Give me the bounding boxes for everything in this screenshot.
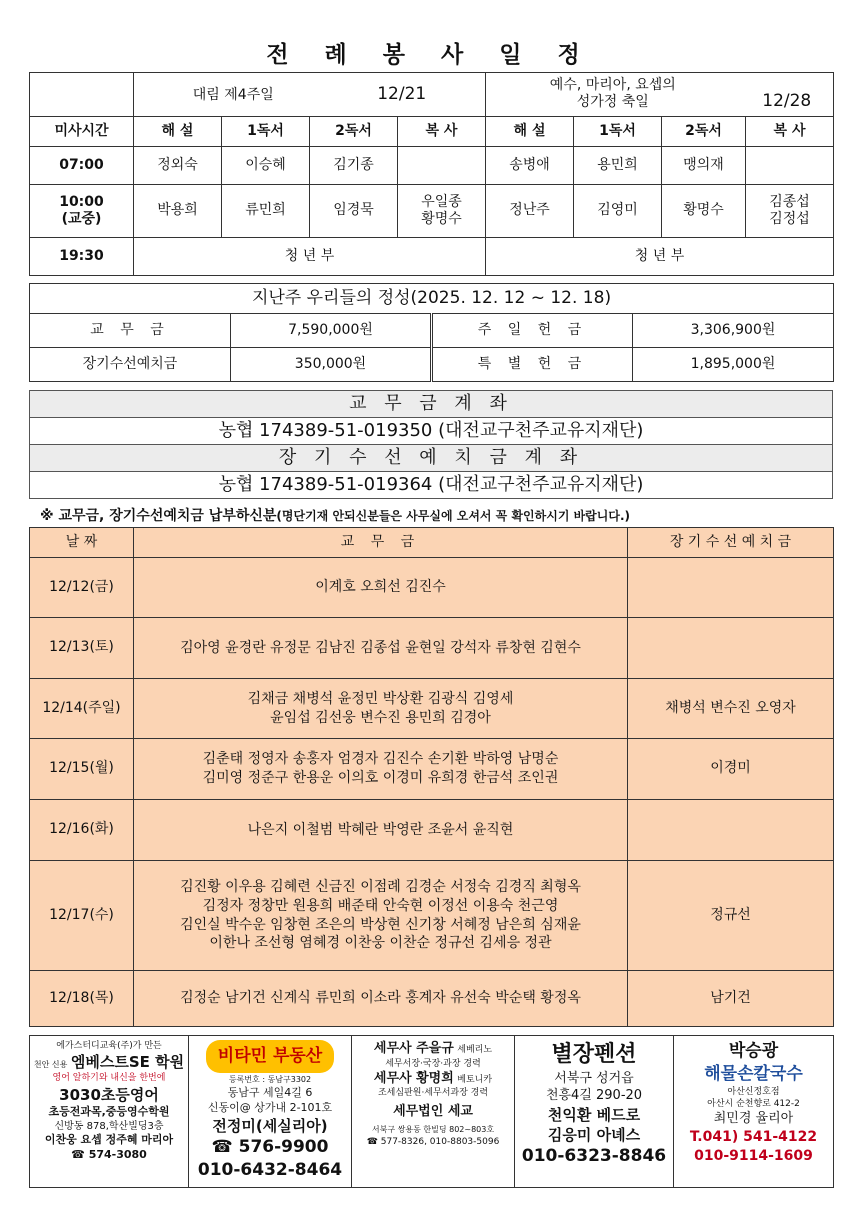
schedule-cell: 류민희 bbox=[222, 185, 310, 238]
ad-academy-phone: ☎ 574-3080 bbox=[71, 1147, 147, 1161]
notice-sub: (명단기재 안되신분들은 사무실에 오셔서 꼭 확인하시기 바랍니다.) bbox=[276, 509, 631, 523]
dues-name-line: 김정자 정창만 원용희 배준태 안숙현 이정선 이용숙 천근영 bbox=[202, 897, 559, 914]
ad-realestate-reg: 등록번호 : 동남구3302 bbox=[228, 1075, 312, 1085]
dues-name-line: 김채금 채병석 윤정민 박상환 김광식 김영세 bbox=[247, 690, 514, 707]
dues-repair-names: 이경미 bbox=[628, 739, 834, 800]
ad-realestate-owner: 전정미(세실리아) bbox=[212, 1116, 328, 1135]
ad-academy-brand: 3030초등영어 bbox=[59, 1085, 159, 1104]
schedule-cell: 정난주 bbox=[486, 185, 574, 238]
offering-value: 1,895,000원 bbox=[633, 348, 834, 382]
repair-account-title: 장 기 수 선 예 치 금 계 좌 bbox=[30, 445, 833, 472]
dues-gyomu-names bbox=[134, 558, 628, 618]
mass-time-line1: 10:00 bbox=[59, 193, 104, 210]
week1-header bbox=[134, 73, 486, 117]
dues-name-line: 김정순 남기건 신계식 류민희 이소라 홍계자 유선숙 박순택 황정옥 bbox=[180, 990, 581, 1007]
week2-name-line1: 예수, 마리아, 요셉의 bbox=[549, 76, 676, 93]
ad-tax-career1: 세무서장·국장·과장 경력 bbox=[385, 1058, 481, 1069]
ad-restaurant-address: 아산시 순천향로 412-2 bbox=[707, 1099, 800, 1110]
ad-pension-name: 별장펜션 bbox=[551, 1042, 637, 1067]
offering-table bbox=[29, 283, 834, 382]
youth-cell-week2: 청 년 부 bbox=[486, 238, 834, 276]
week2-name-line2: 성가정 축일 bbox=[576, 94, 649, 111]
repair-account-number: 농협 174389-51-019364 (대전교구천주교유지재단) bbox=[30, 472, 833, 499]
offering-title: 지난주 우리들의 정성(2025. 12. 12 ~ 12. 18) bbox=[30, 284, 834, 314]
account-table bbox=[29, 390, 833, 499]
ad-realestate-address1: 동남구 세일4길 6 bbox=[227, 1086, 313, 1100]
dues-repair-names bbox=[628, 558, 834, 618]
dues-repair-names: 남기건 bbox=[628, 971, 834, 1027]
schedule-corner bbox=[30, 73, 134, 117]
ad-pension-owner1: 천익환 베드로 bbox=[547, 1105, 641, 1124]
ad-pension-owner2: 김응미 아녜스 bbox=[547, 1126, 641, 1145]
dues-name-line: 나은지 이철범 박혜란 박영란 조윤서 윤직현 bbox=[247, 821, 514, 838]
ad-academy-contact: 이찬웅 요셉 정주혜 마리아 bbox=[44, 1133, 174, 1147]
col-header-server: 복 사 bbox=[746, 117, 834, 147]
ad-restaurant-owner-top: 박승광 bbox=[728, 1041, 779, 1061]
ad-academy-name: 엠베스트SE 학원 bbox=[70, 1053, 185, 1072]
col-header-time: 미사시간 bbox=[30, 117, 134, 147]
week1-date: 12/21 bbox=[377, 83, 427, 104]
dues-date: 12/18(목) bbox=[30, 971, 134, 1027]
offering-label: 장기수선예치금 bbox=[30, 348, 231, 382]
dues-repair-names bbox=[628, 800, 834, 861]
ad-restaurant-branch: 아산신정호점 bbox=[727, 1086, 780, 1097]
dues-repair-names bbox=[628, 618, 834, 679]
ad-tax-career2: 조세심판원·세무서과장 경력 bbox=[377, 1088, 489, 1099]
mass-time bbox=[30, 185, 134, 238]
offering-value: 350,000원 bbox=[231, 348, 432, 382]
col-header-reading1: 1독서 bbox=[222, 117, 310, 147]
dues-name-line: 김진황 이우용 김혜련 신금진 이점례 김경순 서정숙 김경직 최형옥 bbox=[180, 878, 581, 895]
ad-realestate-address2: 신동이@ 상가내 2-101호 bbox=[207, 1100, 333, 1114]
schedule-cell: 송병애 bbox=[486, 147, 574, 185]
mass-time: 19:30 bbox=[30, 238, 134, 276]
payment-notice bbox=[40, 505, 630, 525]
ad-restaurant-phone2: 010-9114-1609 bbox=[694, 1147, 813, 1164]
offering-value: 3,306,900원 bbox=[633, 314, 834, 348]
col-header-commentary: 해 설 bbox=[486, 117, 574, 147]
offering-label: 특 별 헌 금 bbox=[432, 348, 633, 382]
offering-label: 주 일 헌 금 bbox=[432, 314, 633, 348]
dues-date: 12/12(금) bbox=[30, 558, 134, 618]
dues-name-line: 김인실 박수운 임창현 조은의 박상현 신기창 서혜정 남은희 심재윤 bbox=[180, 916, 581, 933]
notice-main: ※ 교무금, 장기수선예치금 납부하신분 bbox=[40, 508, 277, 524]
gyomu-account-title: 교 무 금 계 좌 bbox=[30, 391, 833, 418]
ad-pension-address1: 서북구 성거읍 bbox=[554, 1070, 634, 1086]
ad-academy-slogan: 영어 알하기와 내신을 한번에 bbox=[52, 1073, 166, 1084]
ad-restaurant bbox=[674, 1036, 834, 1188]
dues-gyomu-names bbox=[134, 618, 628, 679]
dues-gyomu-names bbox=[134, 971, 628, 1027]
schedule-cell: 김영미 bbox=[574, 185, 662, 238]
schedule-cell: 우일종 황명수 bbox=[398, 185, 486, 238]
ad-realestate-name: 비타민 부동산 bbox=[206, 1040, 334, 1073]
service-schedule-table bbox=[29, 72, 834, 276]
week2-date: 12/28 bbox=[762, 91, 812, 112]
dues-gyomu-names bbox=[134, 861, 628, 971]
dues-name-line: 윤임섭 김선웅 변수진 용민희 김경아 bbox=[270, 709, 491, 726]
ad-restaurant-phone1: T.041) 541-4122 bbox=[689, 1128, 818, 1145]
schedule-cell: 김종섭 김정섭 bbox=[746, 185, 834, 238]
dues-header-gyomu: 교 무 금 bbox=[134, 528, 628, 558]
dues-gyomu-names bbox=[134, 739, 628, 800]
page-title: 전 례 봉 사 일 정 bbox=[266, 42, 594, 68]
offering-value: 7,590,000원 bbox=[231, 314, 432, 348]
dues-name-line: 이계호 오희선 김진수 bbox=[315, 579, 446, 596]
ad-realestate-phone2: 010-6432-8464 bbox=[197, 1159, 343, 1180]
schedule-cell: 김기종 bbox=[310, 147, 398, 185]
mass-time: 07:00 bbox=[30, 147, 134, 185]
schedule-cell: 황명수 bbox=[662, 185, 746, 238]
schedule-cell: 정외숙 bbox=[134, 147, 222, 185]
dues-gyomu-names bbox=[134, 679, 628, 739]
ad-tax-address: 서북구 쌍용동 한빌딩 802~803호 bbox=[371, 1124, 495, 1134]
col-header-reading2: 2독서 bbox=[662, 117, 746, 147]
ad-restaurant-name: 해물손칼국수 bbox=[704, 1063, 803, 1084]
ad-academy bbox=[30, 1036, 189, 1188]
dues-header-repair: 장 기 수 선 예 치 금 bbox=[628, 528, 834, 558]
schedule-cell: 임경묵 bbox=[310, 185, 398, 238]
offering-label: 교 무 금 bbox=[30, 314, 231, 348]
dues-date: 12/16(화) bbox=[30, 800, 134, 861]
ad-tax-name1: 세무사 주을규 bbox=[373, 1041, 454, 1056]
ad-academy-address: 신방동 878,학산빌딩3층 bbox=[54, 1120, 164, 1132]
schedule-cell: 박용희 bbox=[134, 185, 222, 238]
ad-academy-prefix: 천안 신용 bbox=[33, 1060, 68, 1070]
ad-tax-baptism2: 베토니카 bbox=[457, 1074, 493, 1085]
ad-restaurant-owner: 최민경 율리아 bbox=[713, 1111, 794, 1127]
schedule-cell: 맹의재 bbox=[662, 147, 746, 185]
ad-tax-baptism1: 세베리노 bbox=[457, 1045, 493, 1055]
dues-date: 12/13(토) bbox=[30, 618, 134, 679]
dues-header-date: 날 짜 bbox=[30, 528, 134, 558]
col-header-commentary: 해 설 bbox=[134, 117, 222, 147]
dues-name-line: 이한나 조선형 염혜경 이찬웅 이찬순 정규선 김세응 정관 bbox=[209, 935, 552, 952]
ad-pension-phone: 010-6323-8846 bbox=[521, 1146, 667, 1167]
week2-header bbox=[486, 73, 834, 117]
dues-date: 12/17(수) bbox=[30, 861, 134, 971]
ad-tax-name2: 세무사 황명희 bbox=[373, 1070, 454, 1086]
week1-name: 대림 제4주일 bbox=[192, 86, 274, 103]
dues-name-line: 김아영 윤경란 유정문 김남진 김종섭 윤현일 강석자 류창현 김현수 bbox=[180, 639, 581, 656]
ad-pension bbox=[515, 1036, 674, 1188]
ad-tax-firm: 세무법인 세교 bbox=[393, 1104, 473, 1120]
schedule-cell bbox=[398, 147, 486, 185]
ad-academy-tagline: 에가스터디교육(주)가 만든 bbox=[56, 1041, 162, 1051]
dues-name-line: 김미영 정준구 한용운 이의호 이경미 유희경 한금석 조인권 bbox=[202, 770, 559, 786]
schedule-cell: 이승혜 bbox=[222, 147, 310, 185]
dues-table bbox=[29, 527, 834, 1027]
schedule-cell: 용민희 bbox=[574, 147, 662, 185]
gyomu-account-number: 농협 174389-51-019350 (대전교구천주교유지재단) bbox=[30, 418, 833, 445]
dues-date: 12/15(월) bbox=[30, 739, 134, 800]
ad-realestate-phone1: ☎ 576-9900 bbox=[211, 1136, 329, 1157]
ad-tax bbox=[352, 1036, 515, 1188]
ad-realestate bbox=[189, 1036, 352, 1188]
dues-gyomu-names bbox=[134, 800, 628, 861]
ad-pension-address2: 천흥4길 290-20 bbox=[545, 1088, 643, 1104]
col-header-reading2: 2독서 bbox=[310, 117, 398, 147]
ads-table bbox=[29, 1035, 834, 1188]
mass-time-line2: (교중) bbox=[61, 211, 102, 227]
dues-date: 12/14(주일) bbox=[30, 679, 134, 739]
dues-name-line: 김춘태 정영자 송홍자 엄경자 김진수 손기환 박하영 남명순 bbox=[202, 751, 559, 768]
ad-academy-courses: 초등전과목,중등영수학원 bbox=[48, 1104, 170, 1118]
col-header-server: 복 사 bbox=[398, 117, 486, 147]
ad-tax-phone: ☎ 577-8326, 010-8803-5096 bbox=[366, 1136, 500, 1147]
youth-cell-week1: 청 년 부 bbox=[134, 238, 486, 276]
dues-repair-names: 채병석 변수진 오영자 bbox=[628, 679, 834, 739]
schedule-cell bbox=[746, 147, 834, 185]
dues-repair-names: 정규선 bbox=[628, 861, 834, 971]
col-header-reading1: 1독서 bbox=[574, 117, 662, 147]
